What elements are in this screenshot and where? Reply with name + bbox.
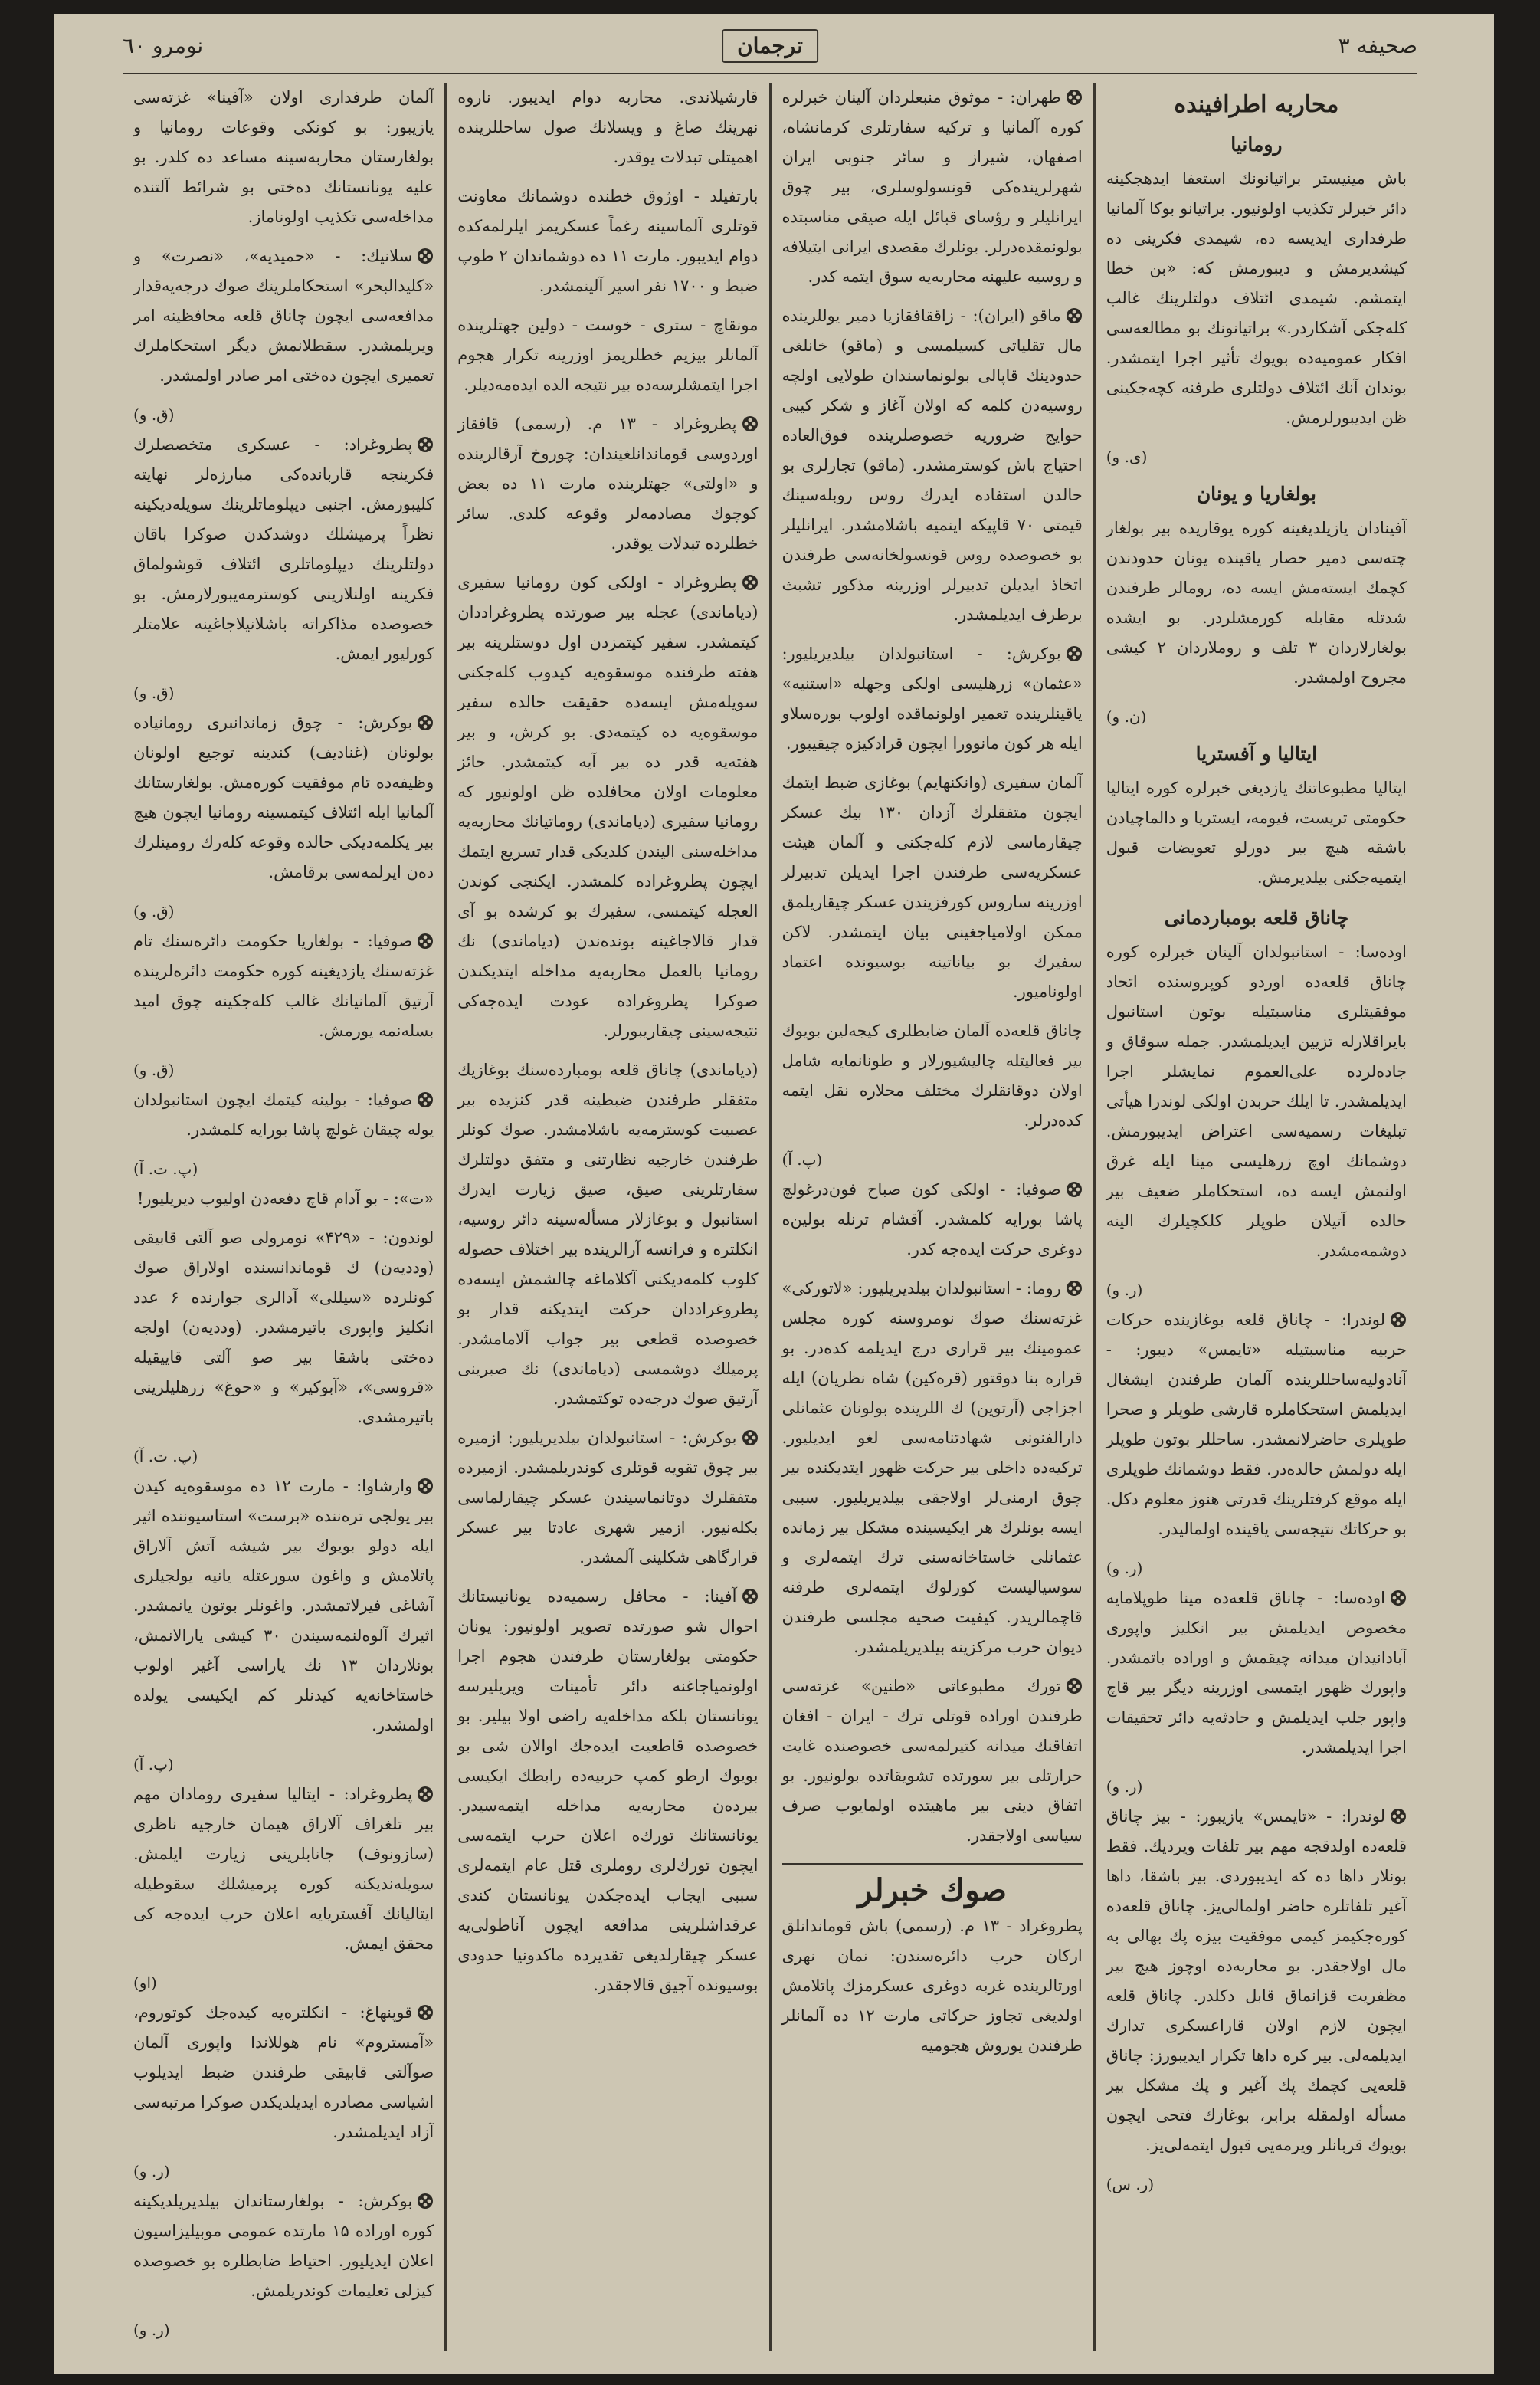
- column-divider: [1093, 83, 1096, 2351]
- news-item: [457, 182, 758, 301]
- news-item: [133, 241, 434, 391]
- news-item: [133, 1223, 434, 1432]
- source-signature: (ق. و): [133, 902, 175, 920]
- news-item: [782, 83, 1083, 292]
- news-item: [1106, 1305, 1407, 1544]
- news-text: تورك مطبوعاتی «طنین» غزته‌سی طرفندن اوراده قوتلی ترك - ایران - افغان اتفاقنك میدانه كتیرلمه‌سی خصوصنده غایت حرارتلی بیر سورتده تشویقاتده بولونیور. بو اتفاق دینی بیر ماهیتده اولمایوب صرف سیاسی اولاجقدر.: [781, 1677, 1083, 1845]
- newspaper-page: [54, 14, 1494, 2374]
- source-signature: (ر. و): [133, 2321, 170, 2339]
- ornament-bullet-icon: [1066, 1671, 1083, 1701]
- source-signature: (ن. و): [1106, 707, 1147, 726]
- news-item: [133, 1184, 434, 1214]
- col-4: [123, 83, 444, 2351]
- ornament-bullet-icon: [1066, 639, 1083, 669]
- news-item: [133, 1780, 434, 1959]
- ornament-bullet-icon: [417, 1085, 434, 1115]
- news-text: سلانیك: - «حمیدیه»، «نصرت» و «كلیدالبحر» استحكاملرینك صوك درجه‌یه‌قدار مدافعه‌سی ایچون چاناق قلعه محافظینه امر ویریلمشدر. سقطلانمش دیگر استحكاملرك تعمیری ایچون ده‌ختی امر صادر اولمشدر.: [133, 247, 434, 385]
- news-text: (دیاماندی) چاناق قلعه بومبارده‌سنك بوغازیك متفقلر طرفندن ضبطینه قدر كنزیده بیر عصبیت كوسترمه‌یه باشلامشدر. صوك كونلر طرفندن خارجیه نظارتنی و متفق دولتلرك سفارتلرینی صیق، صیق زیارت ایدرك استانبول و بوغازلار مسأله‌سینه دائر روسیه، انكلتره و فرانسه آرالرینده بیر اختلاف حصوله كلوب كلمه‌دیكنی آكلاماغه چالشمش ایسه‌ده پطروغراددان حركت ایتدیكنه قدار بو خصوصده قطعی بیر جواب آلامامشدر. پرمیلك دوشمسی (دیاماندی) نك صبرینی آرتیق صوك درجه‌ده توكتمشدر.: [457, 1061, 759, 1408]
- news-text: روما: - استانبولدان بیلدیریلیور: «لاتوركی» غزته‌سنك صوك نومروسنه كوره مجلس عمومینك بیر قراری درج ایدیلمه كده‌در. بو قراره بنا دوقتور (قره‌كین) شاه نظریان) ایله اجزاجی (آرتوین) ك اللرینده بولونان عثمانلی دارالفنونی شهادتنامه‌سی لغو ایدیلیور. تركیه‌ده داخلی بیر حركت ظهور ایتدیكنده بیر چوق ارمنی‌لر اولاجقی بیلدیریلیور. سببی ایسه بونلرك هر ایكیسینده مشكل بیر زمانده عثمانلی خاستاخانه‌سنی ترك ایتمه‌لری و سوسیالیست كورلوك ایتمه‌لری طرفنه قاچمالریدر. كیفیت صحیه مجلسی طرفندن دیوان حرب مركزینه بیلدیریلمشدر.: [781, 1279, 1083, 1656]
- ornament-bullet-icon: [417, 1780, 434, 1809]
- news-text: آلمان سفیری (وانكنهایم) بوغازی ضبط ایتمك ایچون متفقلرك آزدان ۱۳۰ بیك عسكر چیقارماسی لازم كله‌جكنی و آلمان هیئت عسكریه‌سی طرفندن اجرا ایدیلن تدبیرلر اوزرینه ساروس كورفزیندن عسكر چیقاریلمق ممكن اولامیاجغینی بیان ایتمشدر. لاكن سفیرك بو بیاناتینه بوسیونده اعتماد اولونامیور.: [781, 773, 1083, 1001]
- ornament-bullet-icon: [1066, 1175, 1083, 1205]
- news-text: آلمان طرفداری اولان «آفینا» غزته‌سی یازیبور: بو كونكی وقوعات رومانیا و بولغارستان محاربه‌سینه مساعد ده كلدر. بو علیه یونانستانك ده‌ختی بو شرائط آلتنده مداخله‌سی تكذیب اولوناماز.: [133, 88, 434, 226]
- news-item: [457, 83, 758, 172]
- news-item: [1106, 513, 1407, 693]
- ornament-bullet-icon: [417, 430, 434, 460]
- column-container: [123, 83, 1417, 2351]
- source-signature: (ق. و): [133, 684, 175, 702]
- source-signature: (پ. آ): [133, 1755, 174, 1773]
- news-item: [1106, 773, 1407, 893]
- news-item: [133, 1998, 434, 2147]
- source-signature: (ق. و): [133, 1061, 175, 1079]
- news-text: طهران: - موثوق منبعلردان آلینان خبرلره كوره آلمانیا و تركیه سفارتلری كرمانشاه، اصفهان، شیراز و سائر جنوبی ایران شهرلرینده‌كی قونسولوسلری، بیر چوق ایرانلیلر و رؤسای قبائل ایله صیقی مناسبتده بولونمقده‌درلر. بونلرك مقصدی ایرانی ایتیلافه و روسیه علیهنه محاربه‌یه سوق ایتمه كدر.: [781, 88, 1083, 286]
- news-item: [782, 301, 1083, 630]
- news-item: [1106, 1583, 1407, 1763]
- ornament-bullet-icon: [417, 1998, 434, 2028]
- news-text: قوپنهاغ: - انكلتره‌یه كیده‌جك كوتوروم، «آمستروم» نام هوللاندا واپوری آلمان صوآلتی قابیقی طرفندن ضبط ایدیلوب اشیاسی مصادره ایدیلدیكدن صوكرا مرتبه‌سی آزاد ایدیلمشدر.: [133, 2003, 434, 2141]
- news-item: [1106, 1802, 1407, 2160]
- news-text: باش مینیستر براتیانونك استعفا ایدهجكینه دائر خبرلر تكذیب اولونیور. براتیانو بوكا آلمانیا طرفداری ایدیسه ده، شیمدی فكرینی ده كیشدیرمش و دیبورمش كه: «بن خطا ایتمشم. شیمدی ائتلاف دولتلرینك غالب كله‌جكی آشكاردر.» براتیانونك بو مطالعه‌سی افكار عمومیه‌ده بویوك تأثیر اجرا ایتمشدر. بوندان آنك ائتلاف دولتلری طرفنه كچه‌جكینی ظن ایدیبورلرمش.: [1106, 169, 1407, 427]
- news-text: اوده‌سا: - چاناق قلعه‌ده مینا طوپلامایه مخصوص ایدیلمش بیر انكلیز واپوری آبادانیدان میدانه چیقمش و اوراده باتمشدر. واپورك ظهور ایتمسی اوزرینه دیگر بیر قاچ واپور جلب ایدیلمش و حادثه‌یه دائر تحقیقات اجرا ایدیلمشدر.: [1106, 1589, 1407, 1757]
- news-item: [782, 1671, 1083, 1851]
- news-text: ماقو (ایران): - زاققافقازیا دمیر یوللرینده مال تقلیاتی كسیلمسی و (ماقو) خانلغی حدودینك قاپالی بولونماسندان طولایی اولچه روسیه‌دن كلمه كه اولان آغاز و شكر كیبی حوایج ضروریه خصوصلرینده فوق‌العاده احتیاج باش كوسترمشدر. (ماقو) تجارلری بو حالدن استفاده ایدرك روس روبله‌سینك قیمتی ۷۰ قاپیكه اینمیه باشلامشدر. ایرانلیلر بو خصوصده روس قونسولخانه‌سی طرفندن اتخاذ ایدیلن تدبیرلر اوزرینه مذكور تشبث برطرف ایدیلمشدر.: [781, 307, 1083, 624]
- ornament-bullet-icon: [1066, 83, 1083, 113]
- news-item: [133, 708, 434, 887]
- ornament-bullet-icon: [417, 2187, 434, 2216]
- col-2: [772, 83, 1093, 2351]
- news-item: [1106, 164, 1407, 433]
- news-text: لوندرا: - چاناق قلعه بوغازینده حركات حربیه مناسبتیله «تایمس» دیبور: - آنادولیه‌ساحللرینده آلمان طرفندن ایشغال ایدیلمش استحكاملره قارشی طوپلر و صحرا طوپلری حاضرلانمشدر. ساحللر بوتون طوپلر ایله دولمش حالده‌در. فقط دوشمانك طوپلری ایله موقع كرفتلرینك قدرتی هنوز معلوم دكل. بو حركاتك نتیجه‌سی یاقینده اولمالیدر.: [1106, 1311, 1407, 1538]
- news-text: پطروغراد - ۱۳ م. (رسمی) قافقاز اوردوسی قوماندانلغیندان: چوروخ آرقالرینده و «اولتی» جهتلرینده مارت ۱۱ ده بعض كوچوك مصادمه‌لر وقوعه كلدی. سائر خطلرده تبدلات یوقدر.: [457, 415, 759, 553]
- source-signature: (پ. ت. آ): [133, 1160, 198, 1178]
- ornament-bullet-icon: [417, 1471, 434, 1501]
- news-item: [457, 1423, 758, 1573]
- news-item: [457, 568, 758, 1046]
- newspaper-title: ترجمان: [722, 29, 818, 63]
- news-text: بوكرش: - استانبولدان بیلدیریلیور: ازمیره بیر چوق تقویه قوتلری كوندریلمشدر. ازمیرده متفقلرك دوتانماسیندن عسكر چیقارلماسی بكله‌نیور. ازمیر شهری عادتا بیر عسكر قرارگاهی شكلینی آلمشدر.: [457, 1429, 759, 1566]
- news-item: [133, 927, 434, 1046]
- news-item: [457, 1055, 758, 1414]
- news-text: بوكرش: - چوق زماندانبری رومانیاده بولونان (غنادیف) كندینه توجیع اولونان وظیفه‌ده تام موفقیت كوره‌مش. بولغارستانك آلمانیا ایله ائتلاف كیتمسینه رومانیا ایچون هیچ بیر یكلمه‌دیكی حالده وقوعه كله‌رك رومینلرك ده‌ن ایرلمه‌سی برقامش.: [133, 714, 434, 881]
- news-item: [457, 310, 758, 400]
- section-heading: چاناق قلعه بومباردمانی: [1164, 907, 1349, 929]
- source-signature: (او): [133, 1973, 157, 1992]
- news-text: صوفیا: - بولغاریا حكومت دائره‌سنك تام غزته‌سنك یازدیغینه كوره حكومت دائره‌لرینده آرتیق آلمانیانك غالب كله‌جكینه چوق امید بسله‌نمه یورمش.: [133, 932, 434, 1040]
- news-item: [782, 1175, 1083, 1265]
- news-text: اوده‌سا: - استانبولدان آلینان خبرلره كوره چاناق قلعه‌ده اوردو كوپروسنده اتحاد موفقیتلری مناسبتیله بوتون استانبول بایراقلارله تزیین ایدیلمشدر. جمله سوقاق و جاده‌لرده علی‌العموم نمایشلر اجرا ایدیلمشدر. تا ایلك حربدن اولكی لوندرا هیأتی تبلیغات رسمیه‌سی اعتراض ایدیبورمش. دوشمانك اوچ زرهلیسی مینا ایله غرق اولنمش ایسه ده، استحكاملر ضعیف بیر حالده آتیلان طوپلر كلكچیلرك الینه دوشمه‌مشدر.: [1106, 943, 1407, 1260]
- ornament-bullet-icon: [742, 1582, 759, 1612]
- column-divider: [769, 83, 772, 2351]
- news-text: بارتفیلد - اوژوق خطنده دوشمانك معاونت قوتلری آلماسینه رغماً عسكریمز ایلرلمه‌كده دوام ایدیبور. مارت ۱۱ ده دوشماندان ۲ طوپ ضبط و ۱۷۰۰ نفر اسیر آلینمشدر.: [457, 187, 759, 295]
- news-item: [782, 1911, 1083, 2061]
- news-item: [133, 1085, 434, 1145]
- col-1: [1096, 83, 1417, 2351]
- ornament-bullet-icon: [417, 927, 434, 956]
- source-signature: (ر. س): [1106, 2175, 1155, 2193]
- source-signature: (ر. و): [1106, 1559, 1143, 1577]
- source-signature: (ر. و): [1106, 1777, 1143, 1796]
- ornament-bullet-icon: [742, 568, 759, 598]
- ornament-bullet-icon: [1066, 1274, 1083, 1304]
- source-signature: (ر. و): [1106, 1281, 1143, 1299]
- news-item: [133, 430, 434, 669]
- news-text: صوفیا: - اولكی كون صباح فون‌درغولچ پاشا بورایه كلمشدر. آقشام ترنله بولین‌ه دوغری حركت ایده‌جه كدر.: [781, 1180, 1083, 1258]
- source-signature: (پ. آ): [781, 1150, 823, 1169]
- news-text: وارشاوا: - مارت ۱۲ ده موسقوه‌یه كیدن بیر یولجی تره‌ننده «برست» استاسیوننده اثیر ایله دولو بویوك بیر شیشه آتش آلاراق پاتلامش و واغون سورعتله یانیه یولجیلری آشاغی فیرلاتمشدر. واغونلر بوتون یانمشدر. اثیرك آلوه‌لنمه‌سیندن ۳۰ كیشی یارالانمش، بونلاردان ۱۳ نك یاراسی آغیر اولوب خاستاخانه‌یه كیدنلر كم ایكیسی یولده اولمشدر.: [133, 1477, 434, 1734]
- news-text: بوكرش: - استانبولدان بیلدیریلیور: «عثمان» زرهلیسی اولكی وجهله «استنیه» یاقینلرینده تعمیر اولونماقده اولوب بوره‌سلاو ایله هر كون مانوورا ایچون قرادكیزه چیقیبور.: [781, 645, 1083, 753]
- page-header: [123, 25, 1417, 67]
- source-signature: (ق. و): [133, 405, 175, 424]
- news-item: [133, 83, 434, 232]
- ornament-bullet-icon: [1390, 1802, 1407, 1832]
- col-3: [447, 83, 768, 2351]
- news-item: [133, 1471, 434, 1740]
- news-text: پطروغراد: - عسكری متخصصلرك فكرینجه قاربانده‌كی مبارزه‌لر نهایته كلیبورمش. اجنبی دیپلوماتلرینك سویله‌دیكینه نظراً پرمیشلك دوشدكدن صوكرا باقان دولتلرینك دیپلوماتلری ائتلاف قوشولماق فكرینه اولنلارینی كوسترمه‌یبورلارمش. بو خصوصده مذاكراته باشلانیلاجاغینه علامتلر كورلیور ایمش.: [133, 435, 434, 663]
- news-text: ایتالیا مطبوعاتنك یازدیغی خبرلره كوره ایتالیا حكومتی تریست، فیومه، ایستریا و دالماچیادن باشقه هیچ بیر دورلو تعویضات قبول ایتمیه‌جكنی بیلدیرمش.: [1106, 779, 1407, 887]
- news-text: لوندون: - «۴۲۹» نومرولی صو آلتی قابیقی (وددیه‌ن) ك قوماندانسنده اولاراق صوك كونلرده «سیللی» آدالری جوارنده ۶ عدد انكلیز واپوری باتیرمشدر. (وددیه‌ن) اولجه ده‌ختی باشقا بیر صو آلتی قاییقیله «قروسی»، «آبوكیر» و «حوغ» زرهلیلرینی باتیرمشدی.: [133, 1229, 434, 1426]
- source-signature: (ی. و): [1106, 448, 1148, 466]
- ornament-bullet-icon: [742, 1423, 759, 1453]
- news-text: قارشیلاندی. محاربه دوام ایدیبور. ناروه نهرینك صاغ و ویسلانك صول ساحللرینده اهمیتلی تبدلات یوقدر.: [457, 88, 759, 166]
- news-text: پطروغراد: - ایتالیا سفیری رومادان مهم بیر تلغراف آلاراق هیمان خارجیه ناظری (سازونوف) جانابلرینی زیارت ایلمش. سویله‌ندیكنه كوره پرمیشلك سقوطیله ایتالیانك آفستریایه اعلان حرب ایده‌جه كی محقق ایمش.: [133, 1785, 434, 1953]
- ornament-bullet-icon: [417, 241, 434, 271]
- news-item: [133, 2187, 434, 2306]
- news-item: [782, 768, 1083, 1007]
- ornament-bullet-icon: [1390, 1583, 1407, 1613]
- news-text: بوكرش: - بولغارستاندان بیلدیریلدیكینه كوره اوراده ۱۵ مارتده عمومی موبیلیزاسیون اعلان ایدیلیور. احتیاط ضابطلره بو خصوصده كیزلی تعلیمات كوندریلمش.: [133, 2192, 434, 2300]
- news-item: [457, 409, 758, 559]
- issue-number: نومرو ٦٠: [123, 33, 204, 58]
- news-text: پطروغراد - ۱۳ م. (رسمی) باش قوماندانلق اركان حرب دائره‌سندن: نمان نهری اورتالرینده غربه دوغری عسكرمزك پاتلامش اولدیغی تجاوز حركاتی مارت ۱۲ ده آلمانلر طرفندن یوروش هجومیه: [781, 1917, 1083, 2055]
- news-item: [1106, 937, 1407, 1266]
- news-item: [782, 1016, 1083, 1136]
- news-text: لوندرا: - «تایمس» یازیبور: - بیز چاناق قلعه‌ده اولدقجه مهم بیر تلفات ویردیك. فقط بونلار داها ده كه ایدیبوردی. بیز باشقا، داها آغیر تلفاتلره حاضر اولمالی‌یز. چاناق قلعه‌ده كوره‌جكیمز كیمی موفقیت بیزه پك بهالی به مال اولاجقدر. بو محاربه‌ده اوچوز هیچ بیر مظفریت قزانماق قابل دكلدر. چاناق قلعه ایچون لازم اولان قاراعسكری تدارك ایدیلمه‌لی. بیر كره داها تكرار ایدیبورز: چاناق قلعه‌یی كچمك پك آغیر و پك مشكل بیر مسأله اولمقله برابر، بوغازك فتحی ایچون بویوك قربانلر ویرمه‌یی قبول ایتمه‌لی‌یز.: [1106, 1807, 1407, 2154]
- news-item: [782, 639, 1083, 759]
- page-label: صحیفه ۳: [1338, 33, 1417, 58]
- section-heading-latest-news: صوك خبرلر: [782, 1863, 1083, 1908]
- ornament-bullet-icon: [1390, 1305, 1407, 1335]
- news-text: مونقاچ - ستری - خوست - دولین جهتلرینده آلمانلر بیزیم خطلریمز اوزرینه تكرار هجوم اجرا ایتمشلرسه‌ده بیر نتیجه الده ایده‌مه‌دیلر.: [457, 316, 759, 394]
- news-text: صوفیا: - بولینه كیتمك ایچون استانبولدان یوله چیقان غولچ پاشا بورایه كلمشدر.: [133, 1091, 434, 1139]
- news-text: «ت»: - بو آدام قاچ دفعه‌دن اولیوب دیریلیور!: [136, 1189, 434, 1208]
- column-divider: [444, 83, 447, 2351]
- news-text: آفینادان یازیلدیغینه كوره یوقاریده بیر بولغار چته‌سی دمیر حصار یاقینده یونان حدودندن كچمك ایسته‌مش ایسه ده، رومالر طرفندن شدتله مقابله كورمشلردر. بو ایشده بولغارلاردان ۳ تلف و روملاردان ۲ كیشی مجروح اولمشدر.: [1106, 519, 1407, 687]
- news-text: آفینا: - محافل رسمیه‌ده یونانیستانك احوال شو صورتده تصویر اولونیور: یونان حكومتی بولغارستان طرفندن هجوم اجرا اولونمیاجاغنه دائر تأمینات ویریلیرسه یونانستان بلكه مداخله‌یه راضی اولا بیلیر. بو خصوصده قاطعیت ایده‌جك اوالان شی بو بویوك ارطو كمپ حربیه‌ده رابطك ایكیسی بیرده‌ن محاربه‌یه مداخله ایتمه‌سیدر. یونانستانك تورك‌ه اعلان حرب ایتمه‌سی ایچون تورك‌لری روملری قتل عام ایتمه‌لری سببی ایجاب ایده‌جكدن یونانستان كندی عرقداشلرینی مدافعه ایچون آناطولی‌یه عسكر چیقارلدیغی تقدیرده ماكدونیا حدودی بوسیونده آجیق قالاجقدر.: [457, 1587, 759, 1994]
- ornament-bullet-icon: [417, 708, 434, 738]
- section-heading: بولغاریا و یونان: [1196, 483, 1316, 505]
- source-signature: (ر. و): [133, 2162, 170, 2180]
- news-text: پطروغراد - اولكی كون رومانیا سفیری (دیاماندی) عجله بیر صورتده پطروغراددان كیتمشدر. سفیر كیتمزدن اول دوستلرینه بیر هفته طرفنده موسقوه‌یه كیدوب كله‌جكنی سویله‌مش ایسه‌ده حقیقت حالده سفیر موسقوه‌یه ده كیتمه‌دی. بو كرش، و بیر هفته‌یه قدر ده بیر آیه كیتمشدر. حائز معلومات اولان محافلده ظن اولونیور كه رومانیا سفیری (دیاماندی) روماتیانك محاربه‌یه مداخله‌سنی الیندن كلدیكی قدار تسریع ایتمك ایچون پطروغراده كلمشدر. ایكنجی كوندن العجله كیتمسی، سفیرك بو كرشده بو آی قدار قالاجاغینه بونده‌ندن (دیاماندی) نك رومانیا بالعمل محاربه‌یه مداخله ایتدیكندن صوكرا پطروغراده عودت ایده‌جه‌كی نتیجه‌سینی چیقاریبورلر.: [457, 573, 759, 1040]
- ornament-bullet-icon: [1066, 301, 1083, 331]
- section-subheading: رومانیا: [1230, 133, 1283, 156]
- news-item: [457, 1582, 758, 2000]
- ornament-bullet-icon: [742, 409, 759, 439]
- news-item: [782, 1274, 1083, 1662]
- section-heading: ایتالیا و آفستریا: [1195, 743, 1318, 765]
- source-signature: (پ. ت. آ): [133, 1447, 198, 1465]
- news-text: چاناق قلعه‌ده آلمان ضابطلری كیجه‌لین بویوك بیر فعالیتله چالیشیورلار و طونانمایه شامل اولان دوقانقلرك مختلف محلاره نقل ایتمه كده‌درلر.: [781, 1022, 1083, 1130]
- section-heading: محاربه اطرافینده: [1174, 91, 1339, 118]
- header-rule: [123, 71, 1417, 74]
